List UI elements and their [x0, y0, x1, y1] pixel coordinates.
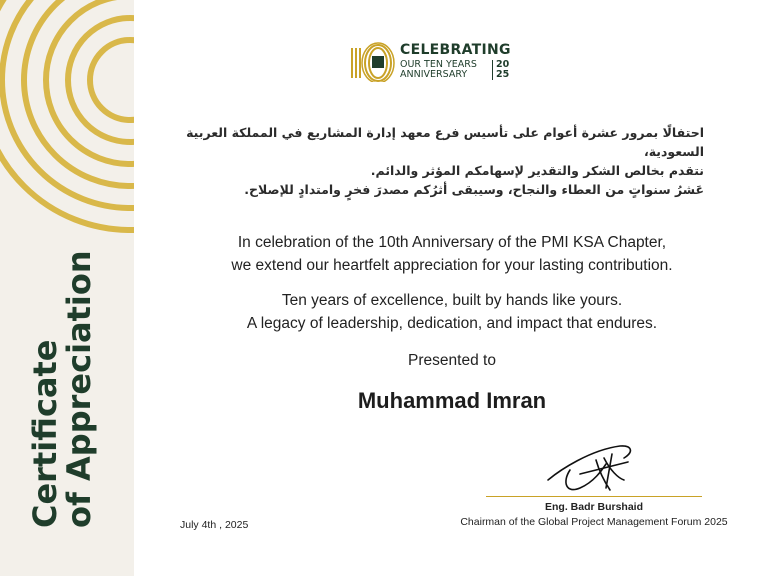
- signatory-title: Chairman of the Global Project Management Forum 2025: [460, 516, 728, 528]
- gold-arcs-decoration: [0, 0, 134, 260]
- issue-date: July 4th , 2025: [180, 519, 249, 531]
- logo-heading: CELEBRATING: [400, 42, 511, 58]
- english-paragraph-1: [200, 231, 704, 277]
- certificate-title-line2: of Appreciation: [60, 250, 98, 528]
- arabic-paragraph-2: عَشرُ سنواتٍ من العطاء والنجاح، وسيبقى أثرُكم مصدرَ فخرٍ وامتدادٍ للإصلاح.: [244, 182, 704, 197]
- signature-line: [486, 496, 702, 497]
- english-paragraph-1-line2: we extend our heartfelt appreciation for your lasting contribution.: [231, 257, 673, 274]
- logo-year-top: 20: [496, 59, 510, 70]
- logo-year-bottom: 25: [496, 69, 510, 80]
- ten-years-logo-icon: [346, 42, 396, 82]
- english-paragraph-2-line2: A legacy of leadership, dedication, and impact that endures.: [246, 315, 658, 332]
- english-paragraph-2-line1: Ten years of excellence, built by hands like yours.: [281, 292, 623, 309]
- arabic-paragraph-1-line1: احتفالًا بمرور عشرة أعوام على تأسيس فرع معهد إدارة المشاريع في المملكة العربية السعودية،: [186, 125, 704, 159]
- anniversary-logo: [346, 40, 516, 84]
- logo-year: [492, 60, 509, 80]
- logo-subtitle-line1: OUR TEN YEARS: [400, 59, 477, 70]
- arabic-paragraph-1-line2: نتقدم بخالص الشكر والتقدير لإسهامكم المؤثر والدائم.: [370, 163, 704, 178]
- logo-subtitle-line2: ANNIVERSARY: [400, 69, 468, 80]
- decorative-sidebar: [0, 0, 134, 576]
- signature-image: [540, 440, 640, 496]
- presented-to-label: Presented to: [408, 352, 496, 369]
- english-paragraph-1-line1: In celebration of the 10th Anniversary of the PMI KSA Chapter,: [237, 234, 667, 251]
- arabic-paragraph-1: [184, 123, 704, 180]
- signatory-name: Eng. Badr Burshaid: [544, 501, 643, 513]
- recipient-name: Muhammad Imran: [357, 388, 547, 413]
- english-paragraph-2: [200, 289, 704, 335]
- certificate-title: [28, 250, 96, 528]
- logo-subtitle: [400, 60, 477, 80]
- certificate-title-line1: Certificate: [26, 339, 64, 528]
